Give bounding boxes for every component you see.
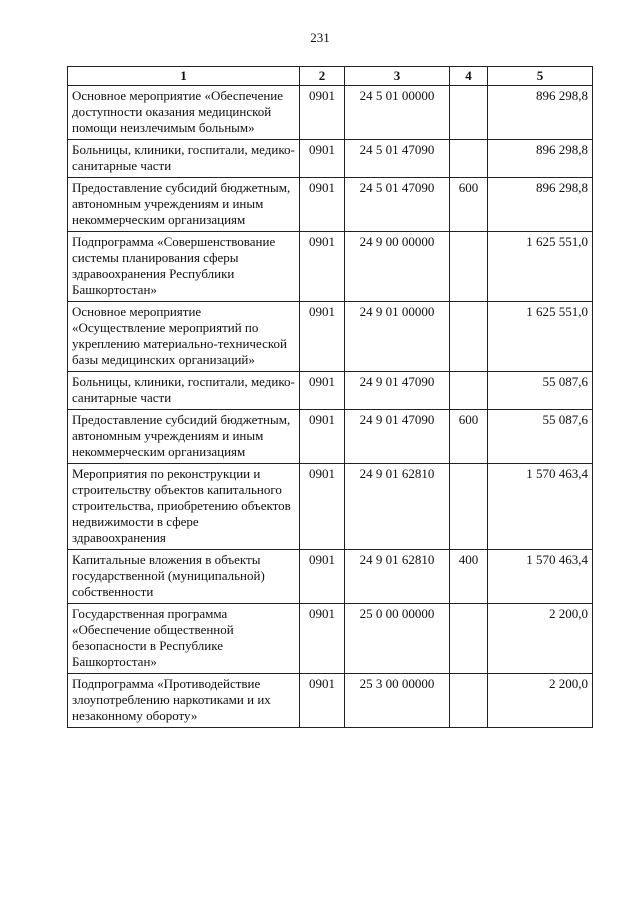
table-body [68,86,593,728]
cell-section: 0901 [300,372,345,410]
cell-expense [450,302,488,372]
cell-section: 0901 [300,232,345,302]
cell-section: 0901 [300,604,345,674]
cell-target: 24 9 01 62810 [345,464,450,550]
table-row [68,86,593,140]
cell-name: Больницы, клиники, госпитали, медико-санитарные части [68,140,300,178]
table-row [68,232,593,302]
cell-expense [450,86,488,140]
table-row [68,140,593,178]
cell-name: Мероприятия по реконструкции и строительству объектов капитального строительства, приобретению объектов недвижимости в сфере здравоохранения [68,464,300,550]
cell-name: Предоставление субсидий бюджетным, автономным учреждениям и иным некоммерческим организациям [68,178,300,232]
cell-section: 0901 [300,550,345,604]
cell-amount: 896 298,8 [488,86,593,140]
header-expense: 4 [450,67,488,86]
cell-target: 24 9 00 00000 [345,232,450,302]
cell-expense: 600 [450,178,488,232]
cell-amount: 896 298,8 [488,178,593,232]
cell-expense: 400 [450,550,488,604]
cell-section: 0901 [300,410,345,464]
cell-amount: 2 200,0 [488,674,593,728]
cell-name: Государственная программа «Обеспечение общественной безопасности в Республике Башкортостан» [68,604,300,674]
cell-target: 24 5 01 47090 [345,178,450,232]
cell-expense [450,372,488,410]
cell-expense [450,604,488,674]
cell-section: 0901 [300,302,345,372]
budget-table [67,66,593,728]
cell-amount: 2 200,0 [488,604,593,674]
cell-expense: 600 [450,410,488,464]
table-row [68,464,593,550]
cell-amount: 1 570 463,4 [488,550,593,604]
cell-amount: 55 087,6 [488,410,593,464]
cell-name: Подпрограмма «Совершенствование системы планирования сферы здравоохранения Республики Башкортостан» [68,232,300,302]
cell-section: 0901 [300,178,345,232]
table-header-row [68,67,593,86]
cell-name: Подпрограмма «Противодействие злоупотреблению наркотиками и их незаконному обороту» [68,674,300,728]
table-row [68,178,593,232]
cell-amount: 1 625 551,0 [488,302,593,372]
cell-name: Основное мероприятие «Осуществление мероприятий по укреплению материально-технической базы медицинских организаций» [68,302,300,372]
cell-target: 25 3 00 00000 [345,674,450,728]
header-name: 1 [68,67,300,86]
cell-expense [450,464,488,550]
cell-target: 24 9 01 00000 [345,302,450,372]
cell-section: 0901 [300,674,345,728]
cell-target: 24 9 01 47090 [345,410,450,464]
cell-section: 0901 [300,86,345,140]
cell-target: 24 5 01 47090 [345,140,450,178]
table-row [68,372,593,410]
table-row [68,674,593,728]
header-amount: 5 [488,67,593,86]
header-target: 3 [345,67,450,86]
cell-amount: 1 625 551,0 [488,232,593,302]
table-row [68,604,593,674]
cell-section: 0901 [300,140,345,178]
cell-target: 24 9 01 47090 [345,372,450,410]
cell-amount: 55 087,6 [488,372,593,410]
table-row [68,550,593,604]
cell-expense [450,232,488,302]
table-row [68,302,593,372]
cell-expense [450,674,488,728]
cell-section: 0901 [300,464,345,550]
cell-amount: 1 570 463,4 [488,464,593,550]
cell-name: Капитальные вложения в объекты государственной (муниципальной) собственности [68,550,300,604]
cell-target: 24 9 01 62810 [345,550,450,604]
header-section: 2 [300,67,345,86]
cell-amount: 896 298,8 [488,140,593,178]
cell-name: Больницы, клиники, госпитали, медико-санитарные части [68,372,300,410]
cell-expense [450,140,488,178]
cell-name: Основное мероприятие «Обеспечение доступности оказания медицинской помощи неизлечимым больным» [68,86,300,140]
cell-name: Предоставление субсидий бюджетным, автономным учреждениям и иным некоммерческим организациям [68,410,300,464]
page-number: 231 [310,30,330,45]
table-row [68,410,593,464]
cell-target: 25 0 00 00000 [345,604,450,674]
cell-target: 24 5 01 00000 [345,86,450,140]
